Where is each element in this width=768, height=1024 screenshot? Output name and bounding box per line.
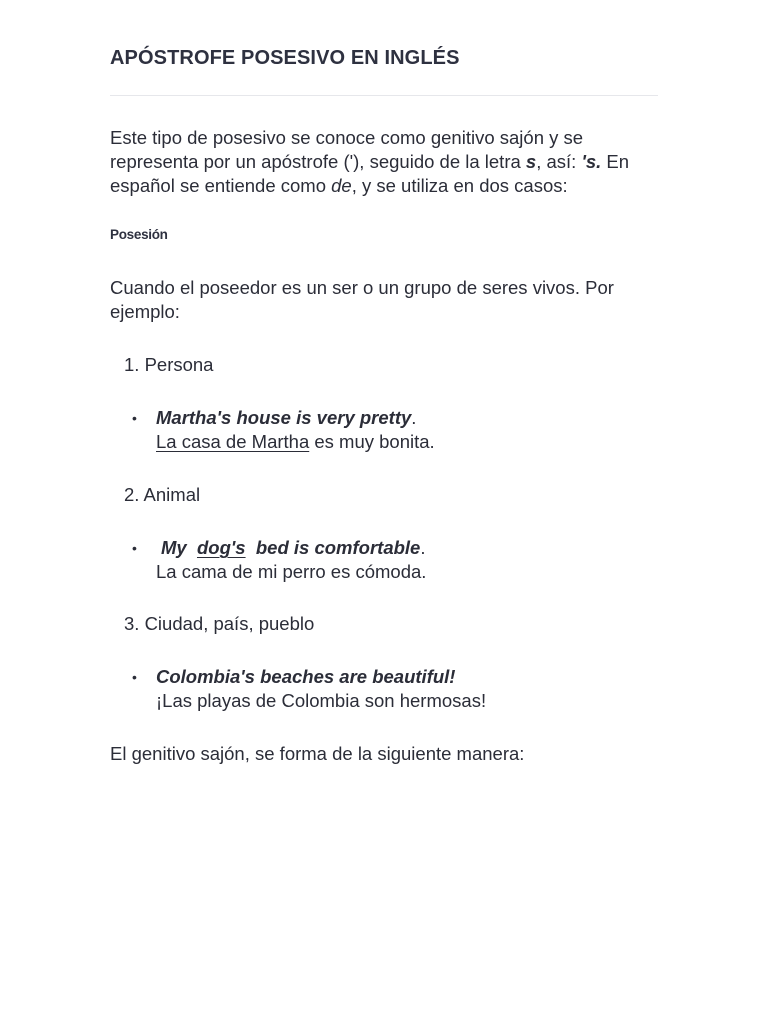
bullet-dot: • xyxy=(132,669,137,685)
example-spanish: ¡Las playas de Colombia son hermosas! xyxy=(156,690,487,711)
section-description: Cuando el poseedor es un ser o un grupo de seres vivos. Por ejemplo: xyxy=(110,277,614,322)
intro-text-1: Este tipo de posesivo se conoce como genitivo sajón y se representa por un apóstrofe ('), seguido de la letra xyxy=(110,127,584,172)
page-title: APÓSTROFE POSESIVO EN INGLÉS xyxy=(110,47,460,69)
bullet-dot: • xyxy=(132,540,137,556)
example-english-underlined: dog's xyxy=(196,537,246,558)
intro-text-2: , así: xyxy=(536,151,582,172)
case-label-persona: 1. Persona xyxy=(124,354,214,375)
title-divider xyxy=(110,95,658,96)
case-label-ciudad: 3. Ciudad, país, pueblo xyxy=(124,613,315,634)
example-english: Colombia's beaches are beautiful! xyxy=(156,666,456,687)
intro-letter-s: s xyxy=(525,151,537,172)
intro-text-4: , y se utiliza en dos casos: xyxy=(351,175,568,196)
example-english-punct: . xyxy=(420,537,426,558)
case-label-animal: 2. Animal xyxy=(124,484,201,505)
example-english-b: bed is comfortable xyxy=(255,537,421,558)
section-subheading: Posesión xyxy=(110,227,168,242)
closing-paragraph: El genitivo sajón, se forma de la siguiente manera: xyxy=(110,743,525,764)
intro-de-word: de xyxy=(331,175,352,196)
example-english xyxy=(156,536,426,560)
example-english-punct: . xyxy=(411,407,417,428)
example-spanish: La cama de mi perro es cómoda. xyxy=(156,561,427,582)
example-spanish-underlined: La casa de Martha xyxy=(156,431,310,452)
example-spanish-rest: es muy bonita. xyxy=(309,431,435,452)
intro-text-3: En español se entiende como xyxy=(110,151,630,196)
intro-paragraph xyxy=(110,126,650,198)
bullet-dot: • xyxy=(132,410,137,426)
example-english-a: My xyxy=(161,537,187,558)
example-spanish xyxy=(156,430,435,454)
example-english xyxy=(156,406,435,430)
intro-example-apostrophe: 's. xyxy=(581,151,602,172)
example-english-text: Martha's house is very pretty xyxy=(156,407,412,428)
